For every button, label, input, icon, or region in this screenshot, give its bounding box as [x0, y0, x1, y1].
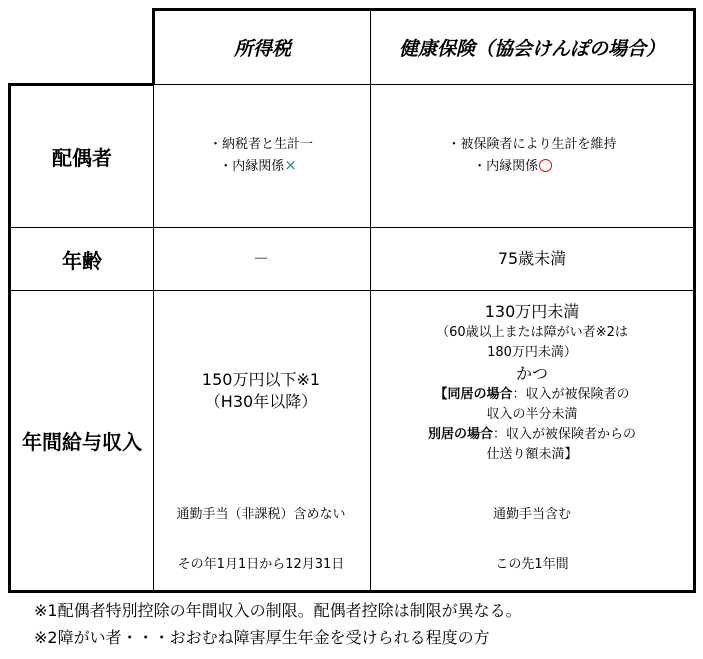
income-income-tax-limit — [152, 369, 370, 413]
spouse-income-tax-line2-text: ・内縁関係 — [219, 159, 285, 174]
age-health-cell — [371, 228, 696, 291]
age-income-tax-cell — [152, 228, 371, 291]
age-health-value: 75歳未満 — [497, 249, 567, 268]
spouse-health-line2-text: ・内縁関係 — [473, 159, 539, 174]
income-health-period: この先1年間 — [495, 557, 569, 572]
income-health-line5 — [371, 385, 693, 405]
income-health-commute: 通勤手当含む — [492, 507, 571, 522]
income-income-tax-commute: 通勤手当（非課税）含めない — [176, 507, 346, 522]
cross-mark-icon: × — [284, 156, 297, 174]
spouse-income-tax-line2 — [219, 155, 297, 177]
income-income-tax-cell — [152, 291, 371, 593]
income-health-line6: 収入の半分未満 — [486, 407, 578, 422]
spouse-income-tax-cell — [152, 85, 371, 228]
footnote-1: ※1配偶者特別控除の年間収入の制限。配偶者控除は制限が異なる。 — [34, 601, 522, 620]
row-label-spouse-text: 配偶者 — [52, 146, 112, 170]
circle-mark-icon: ○ — [538, 155, 553, 175]
income-health-line7 — [371, 425, 693, 445]
row-label-spouse — [8, 83, 154, 228]
income-health-line7-bold: 別居の場合 — [427, 427, 493, 442]
spouse-health-line2 — [473, 155, 553, 177]
income-health-conditions — [371, 301, 693, 465]
income-health-line2: （60歳以上または障がい者※2は — [436, 325, 628, 340]
header-income-tax — [152, 8, 371, 85]
header-health-insurance — [371, 8, 696, 85]
income-income-tax-line2: （H30年以降） — [204, 392, 318, 411]
income-income-tax-line1: 150万円以下※1 — [201, 370, 321, 389]
age-income-tax-value: － — [252, 249, 269, 268]
income-health-line3: 180万円未満） — [487, 345, 577, 360]
income-health-line1: 130万円未満 — [484, 302, 580, 321]
header-health-insurance-label: 健康保険（協会けんぽの場合） — [398, 38, 665, 60]
row-label-income — [8, 291, 154, 593]
income-health-line7-text: ：収入が被保険者からの — [493, 427, 637, 442]
income-health-line8: 仕送り額未満】 — [486, 447, 578, 462]
row-label-income-text: 年間給与収入 — [22, 430, 142, 454]
spouse-income-tax-line1: ・納税者と生計一 — [208, 137, 313, 152]
income-health-line5-text: ：収入が被保険者の — [512, 387, 630, 402]
row-label-age — [8, 228, 154, 291]
spouse-health-line1: ・被保険者により生計を維持 — [447, 137, 617, 152]
income-income-tax-period: その年1月1日から12月31日 — [177, 557, 345, 572]
footnote-2: ※2障がい者・・・おおむね障害厚生年金を受けられる程度の方 — [34, 628, 490, 647]
income-health-line5-bold: 【同居の場合 — [434, 387, 513, 402]
income-health-cell — [371, 291, 696, 593]
income-health-line4: かつ — [515, 364, 548, 383]
spouse-health-cell — [371, 85, 696, 228]
row-label-age-text: 年齢 — [62, 248, 102, 273]
header-income-tax-label: 所得税 — [233, 38, 291, 60]
